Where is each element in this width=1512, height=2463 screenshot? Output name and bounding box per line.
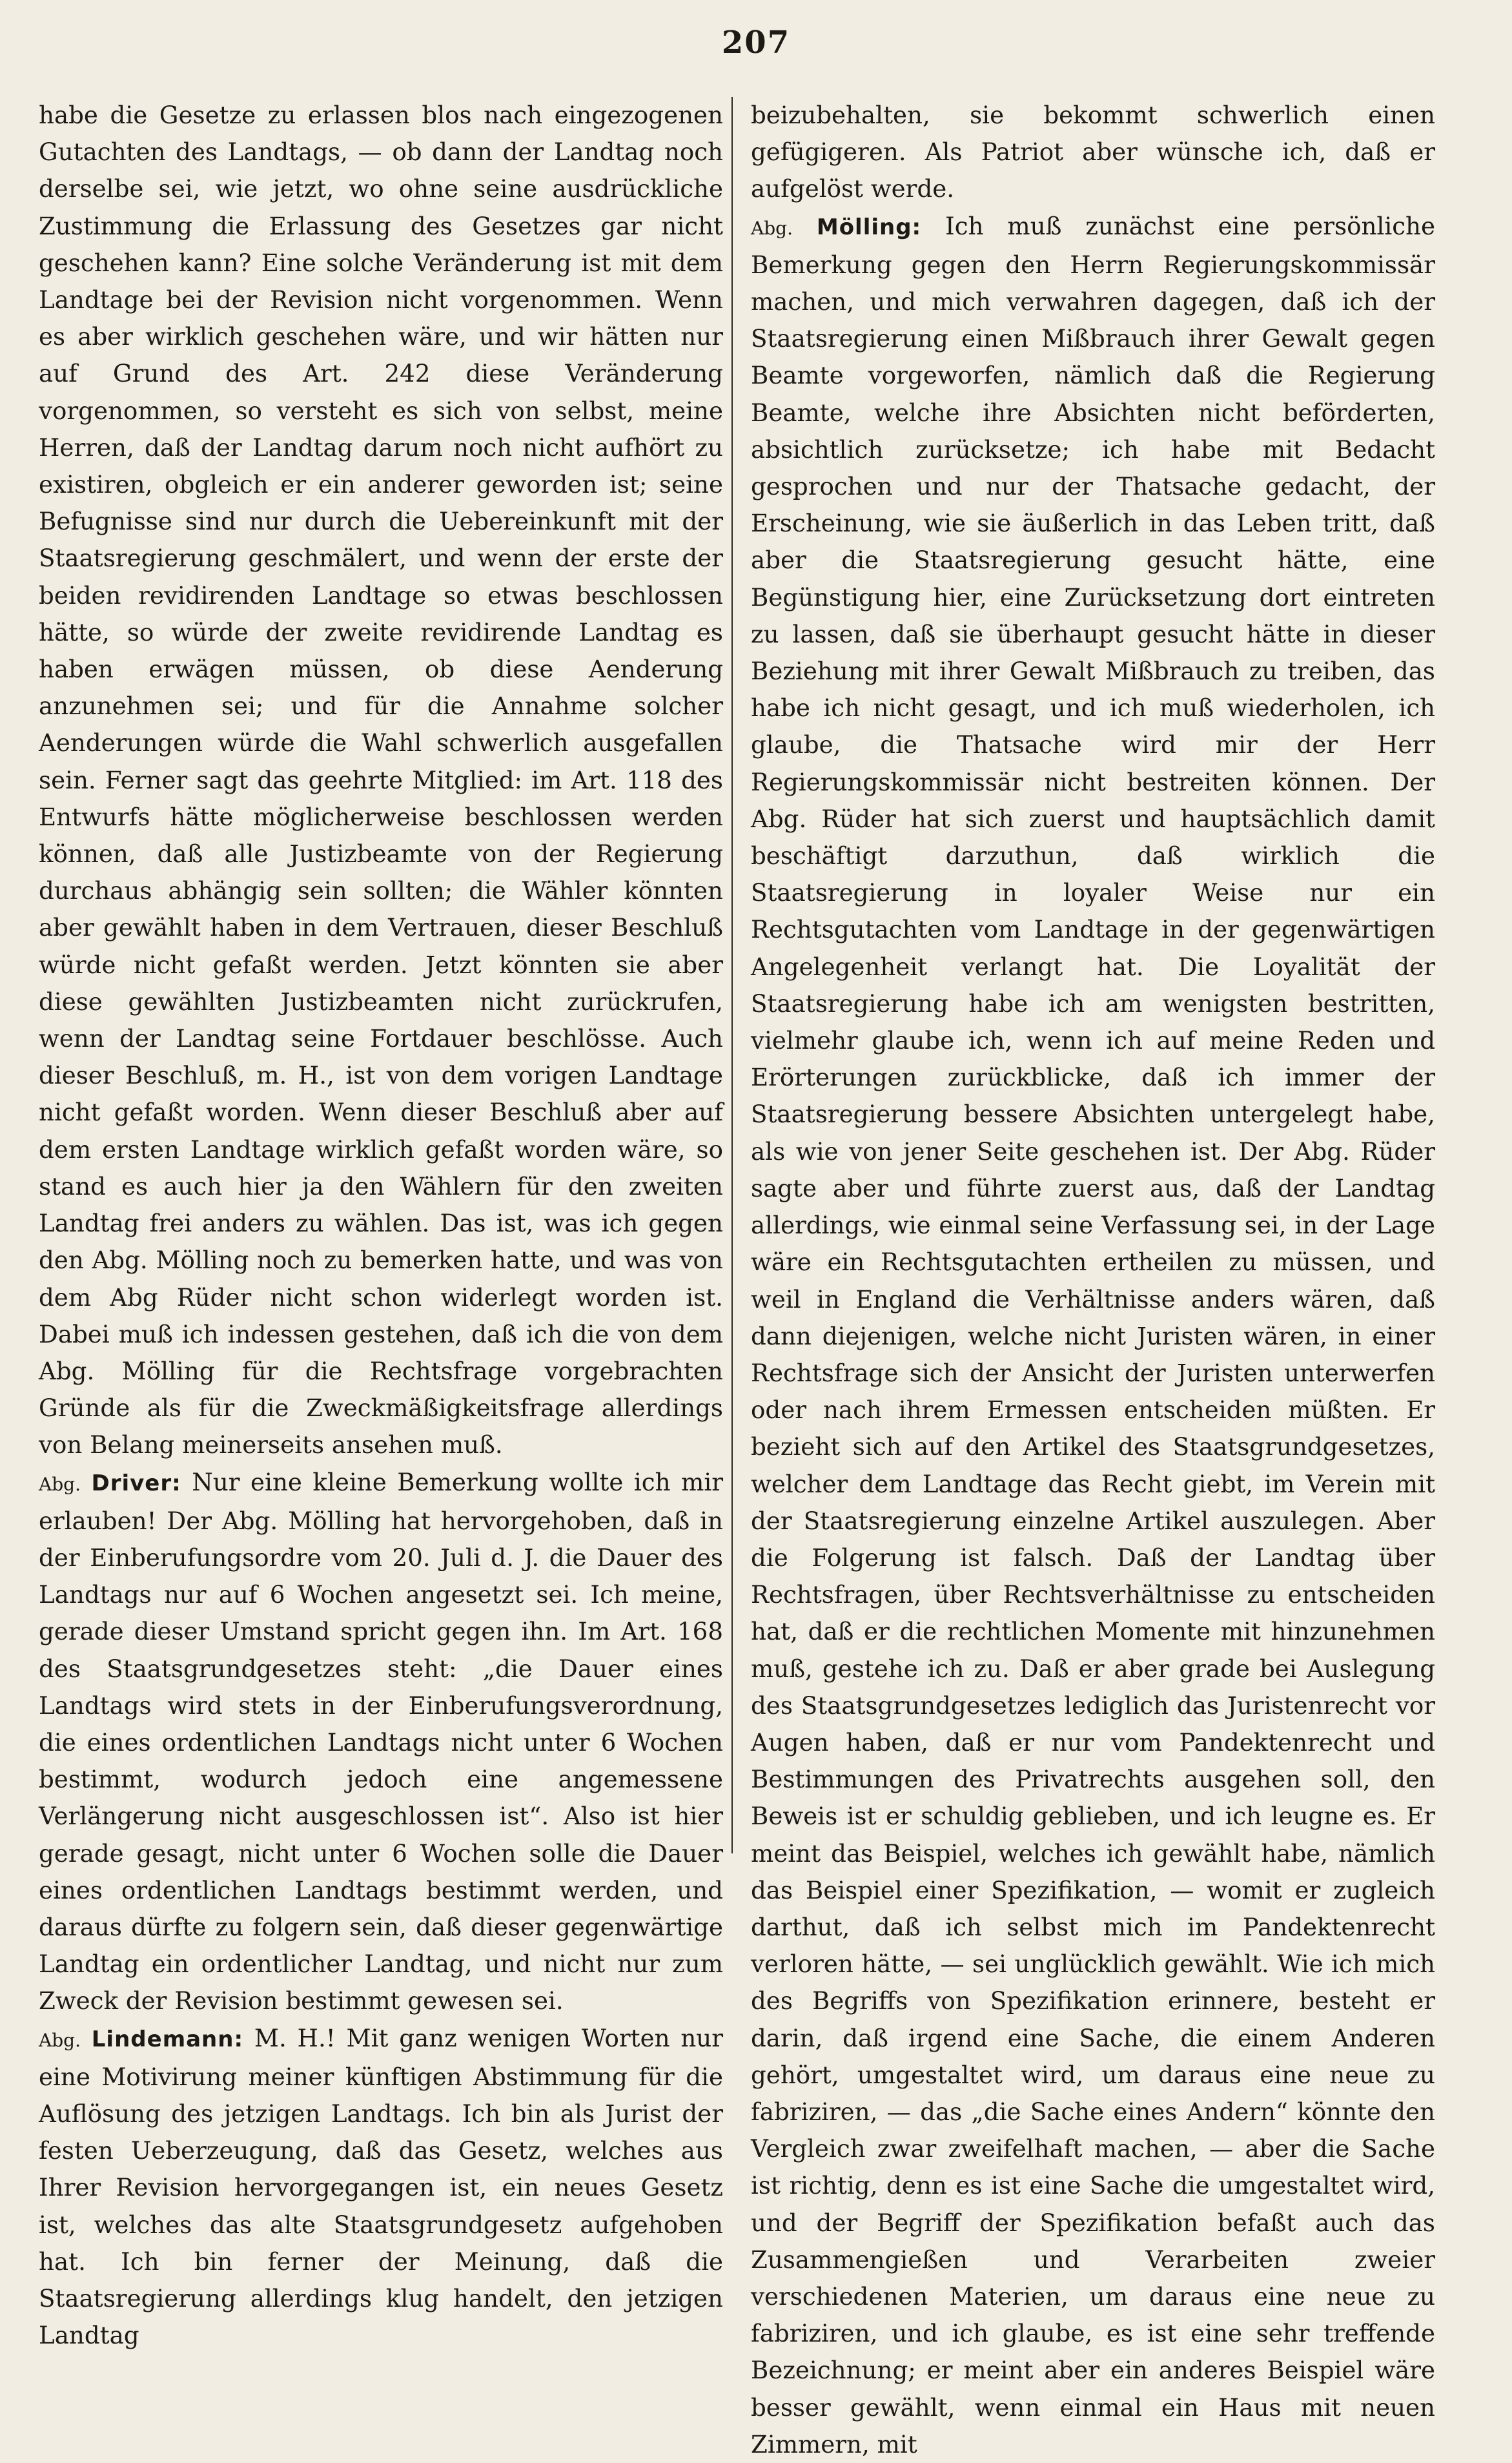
speech-text: M. H.! Mit ganz wenigen Worten nur eine Motivirung meiner künftigen Abstimmung für die Auflösung des jetzigen Landtags. Ich bin als Jurist der festen Ueberzeugung, daß das Gesetz, welches aus Ihrer Revision hervorgegangen ist, ein neues Gesetz ist, welches das alte Staatsgrundgesetz aufgehoben hat. Ich bin ferner der Meinung, daß die Staatsregierung allerdings klug handelt, den jetzigen Landtag	[39, 2023, 723, 2350]
column-divider	[731, 97, 733, 1853]
speaker-prefix: Abg.	[39, 1473, 81, 1495]
paragraph-moelling	[751, 208, 1435, 2463]
paragraph-lindemann	[39, 2020, 723, 2355]
speech-text: Ich muß zunächst eine persönliche Bemerkung gegen den Herrn Regierungskommissär machen, und mich verwahren dagegen, daß ich der Staatsregierung einen Mißbrauch ihrer Gewalt gegen Beamte vorgeworfen, nämlich daß die Regierung Beamte, welche ihre Absichten nicht beförderten, absichtlich zurücksetze; ich habe mit Bedacht gesprochen und nur der Thatsache gedacht, der Erscheinung, wie sie äußerlich in das Leben tritt, daß aber die Staatsregierung gesucht hätte, eine Begünstigung hier, eine Zurücksetzung dort eintreten zu lassen, daß sie überhaupt gesucht hätte in dieser Beziehung mit ihrer Gewalt Mißbrauch zu treiben, das habe ich nicht gesagt, und ich muß wiederholen, ich glaube, die Thatsache wird mir der Herr Regierungskommissär nicht bestreiten können. Der Abg. Rüder hat sich zuerst und hauptsächlich damit beschäftigt darzuthun, daß wirklich die Staatsregierung in loyaler Weise nur ein Rechtsgutachten vom Landtage in der gegenwärtigen Angelegenheit verlangt hat. Die Loyalität der Staatsregierung habe ich am wenigsten bestritten, vielmehr glaube ich, wenn ich auf meine Reden und Erörterungen zurückblicke, daß ich immer der Staatsregierung bessere Absichten untergelegt habe, als wie von jener Seite geschehen ist. Der Abg. Rüder sagte aber und führte zuerst aus, daß der Landtag allerdings, wie einmal seine Verfassung sei, in der Lage wäre ein Rechtsgutachten ertheilen zu müssen, und weil in England die Verhältnisse anders wären, daß dann diejenigen, welche nicht Juristen wären, in einer Rechtsfrage sich der Ansicht der Juristen unterwerfen oder nach ihrem Ermessen entscheiden müßten. Er bezieht sich auf den Artikel des Staatsgrundgesetzes, welcher dem Landtage das Recht giebt, im Verein mit der Staatsregierung einzelne Artikel auszulegen. Aber die Folgerung ist falsch. Daß der Landtag über Rechtsfragen, über Rechtsverhältnisse zu entscheiden hat, daß er die rechtlichen Momente mit hinzunehmen muß, gestehe ich zu. Daß er aber grade bei Auslegung des Staatsgrundgesetzes lediglich das Juristenrecht vor Augen haben, daß er nur vom Pandektenrecht und Bestimmungen des Privatrechts ausgehen soll, den Beweis ist er schuldig geblieben, und ich leugne es. Er meint das Beispiel, welches ich gewählt habe, nämlich das Beispiel einer Spezifikation, — womit er zugleich darthut, daß ich selbst mich im Pandektenrecht verloren hätte, — sei unglücklich gewählt. Wie ich mich des Begriffs von Spezifikation erinnere, besteht er darin, daß irgend eine Sache, die einem Anderen gehört, umgestaltet wird, um daraus eine neue zu fabriziren, — das „die Sache eines Andern“ könnte den Vergleich zwar zweifelhaft machen, — aber die Sache ist richtig, denn es ist eine Sache die umgestaltet wird, und der Begriff der Spezifikation befaßt auch das Zusammengießen und Verarbeiten zweier verschiedenen Materien, um daraus eine neue zu fabriziren, und ich glaube, es ist eine sehr treffende Bezeichnung; er meint aber ein anderes Beispiel wäre besser gewählt, wenn einmal ein Haus mit neuen Zimmern, mit	[751, 211, 1435, 2458]
speaker-name: Driver:	[91, 1470, 181, 1496]
speaker-prefix: Abg.	[751, 217, 793, 239]
speech-text: Nur eine kleine Bemerkung wollte ich mir erlauben! Der Abg. Mölling hat hervorgehoben, daß in der Einberufungsordre vom 20. Juli d. J. die Dauer des Landtags nur auf 6 Wochen angesetzt sei. Ich meine, gerade dieser Umstand spricht gegen ihn. Im Art. 168 des Staatsgrundgesetzes steht: „die Dauer eines Landtags wird stets in der Einberufungsverordnung, die eines ordentlichen Landtags nicht unter 6 Wochen bestimmt, wodurch jedoch eine angemessene Verlängerung nicht ausgeschlossen ist“. Also ist hier gerade gesagt, nicht unter 6 Wochen solle die Dauer eines ordentlichen Landtags bestimmt werden, und daraus dürfte zu folgern sein, daß dieser gegenwärtige Landtag ein ordentlicher Landtag, und nicht nur zum Zweck der Revision bestimmt gewesen sei.	[39, 1467, 723, 2015]
speaker-name: Lindemann:	[91, 2026, 244, 2052]
paragraph: beizubehalten, sie bekommt schwerlich einen gefügigeren. Als Patriot aber wünsche ich, daß er aufgelöst werde.	[751, 101, 1435, 203]
right-column	[751, 97, 1435, 2458]
paragraph: habe die Gesetze zu erlassen blos nach eingezogenen Gutachten des Landtags, — ob dann der Landtag noch derselbe sei, wie jetzt, wo ohne seine ausdrückliche Zustimmung die Erlassung des Gesetzes gar nicht geschehen kann? Eine solche Veränderung ist mit dem Landtage bei der Revision nicht vorgenommen. Wenn es aber wirklich geschehen wäre, und wir hätten nur auf Grund des Art. 242 diese Veränderung vorgenommen, so versteht es sich von selbst, meine Herren, daß der Landtag darum noch nicht aufhört zu existiren, obgleich er ein anderer geworden ist; seine Befugnisse sind nur durch die Uebereinkunft mit der Staatsregierung geschmälert, und wenn der erste der beiden revidirenden Landtage so etwas beschlossen hätte, so würde der zweite revidirende Landtag es haben erwägen müssen, ob diese Aenderung anzunehmen sei; und für die Annahme solcher Aenderungen würde die Wahl schwerlich ausgefallen sein. Ferner sagt das geehrte Mitglied: im Art. 118 des Entwurfs hätte möglicherweise beschlossen werden können, daß alle Justizbeamte von der Regierung durchaus abhängig sein sollten; die Wähler könnten aber gewählt haben in dem Vertrauen, dieser Beschluß würde nicht gefaßt werden. Jetzt könnten sie aber diese gewählten Justizbeamten nicht zurückrufen, wenn der Landtag seine Fortdauer beschlösse. Auch dieser Beschluß, m. H., ist von dem vorigen Landtage nicht gefaßt worden. Wenn dieser Beschluß aber auf dem ersten Landtage wirklich gefaßt worden wäre, so stand es auch hier ja den Wählern für den zweiten Landtag frei anders zu wählen. Das ist, was ich gegen den Abg. Mölling noch zu bemerken hatte, und was von dem Abg Rüder nicht schon widerlegt worden ist. Dabei muß ich indessen gestehen, daß ich die von dem Abg. Mölling für die Rechtsfrage vorgebrachten Gründe als für die Zweckmäßigkeitsfrage allerdings von Belang meinerseits ansehen muß.	[39, 101, 723, 1459]
page-number: 207	[721, 25, 791, 61]
speaker-prefix: Abg.	[39, 2029, 81, 2051]
left-column	[39, 97, 723, 2350]
paragraph-driver	[39, 1464, 723, 2020]
speaker-name: Mölling:	[816, 214, 922, 240]
